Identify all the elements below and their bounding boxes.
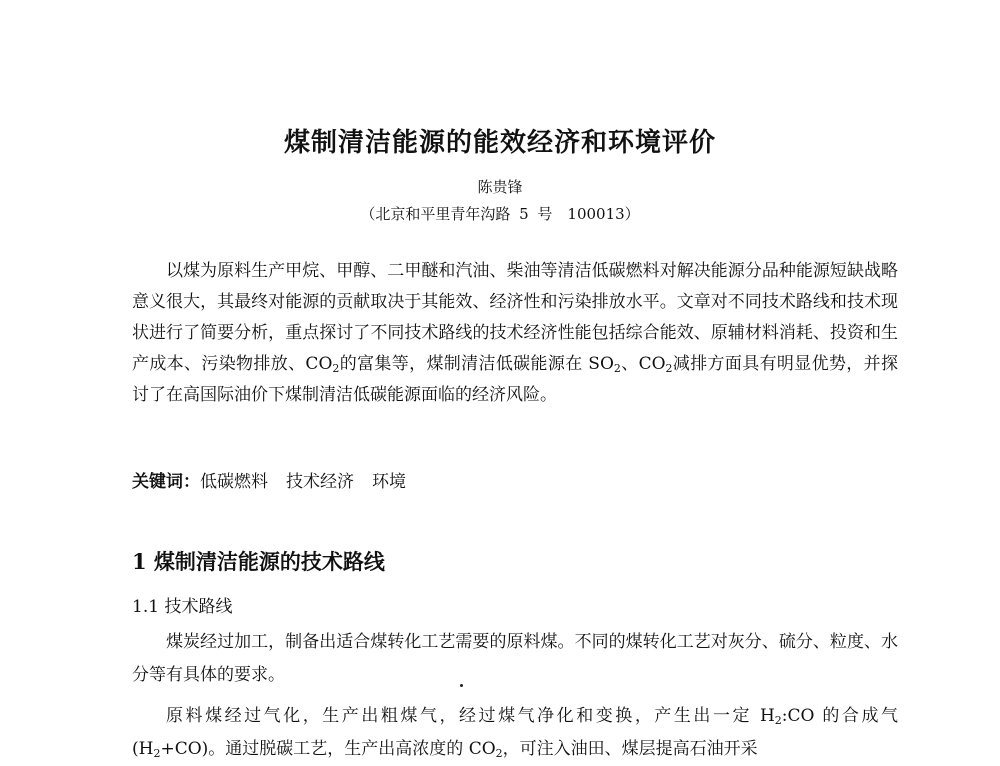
keywords-label: 关键词： [132,472,200,492]
abstract-text-1: 以煤为原料生产甲烷、甲醇、二甲醚和汽油、柴油等清洁低碳燃料对解决能源分品种能源短缺战略意义很大，其最终对能源的贡献取决于其能效、经济性和污染排放水平。文章对不同技术路线和技术现状进行了简要分析，重点探讨了不同技术路线的技术经济性能包括综合能效、原辅材料消耗、投资和生产成本、污染物排放、CO [132,261,898,374]
abstract-text-2: 的富集等，煤制清洁低碳能源在 SO [339,354,614,374]
keyword-item: 技术经济 [286,472,354,492]
abstract-text-3: 、CO [620,354,666,374]
para2-subscript-1: 2 [774,714,782,727]
author-affiliation: （北京和平里青年沟路 5 号 100013） [360,205,640,223]
abstract-text-4: 减排方面具有明显优势，并探讨了在高国际油价下煤制清洁低碳能源面临的经济风险。 [132,354,898,405]
scan-speck [460,684,463,687]
keyword-item: 环境 [372,472,406,492]
body-paragraph-2 [132,700,898,766]
para2-text-2: :CO 的合成气(H [132,706,898,759]
paper-title: 煤制清洁能源的能效经济和环境评价 [283,128,716,158]
section-heading: 1 煤制清洁能源的技术路线 [132,549,385,574]
keywords-line [132,468,898,496]
para2-text-4: ，可注入油田、煤层提高石油开采 [502,739,758,759]
subsection-heading: 1.1 技术路线 [132,597,233,617]
abstract-subscript-1: 2 [332,362,340,375]
keyword-item: 低碳燃料 [200,472,268,492]
abstract-paragraph [132,256,898,411]
para2-subscript-2: 2 [153,747,161,760]
para2-text-1: 原料煤经过气化，生产出粗煤气，经过煤气净化和变换，产生出一定 H [166,706,775,726]
author-name: 陈贵锋 [477,178,523,196]
para2-text-3: +CO)。通过脱碳工艺，生产出高浓度的 CO [160,739,496,759]
body-paragraph-1: 煤炭经过加工，制备出适合煤转化工艺需要的原料煤。不同的煤转化工艺对灰分、硫分、粒度、水分等有具体的要求。 [132,632,898,685]
para2-subscript-3: 2 [495,747,503,760]
abstract-subscript-3: 2 [665,362,673,375]
abstract-subscript-2: 2 [613,362,621,375]
